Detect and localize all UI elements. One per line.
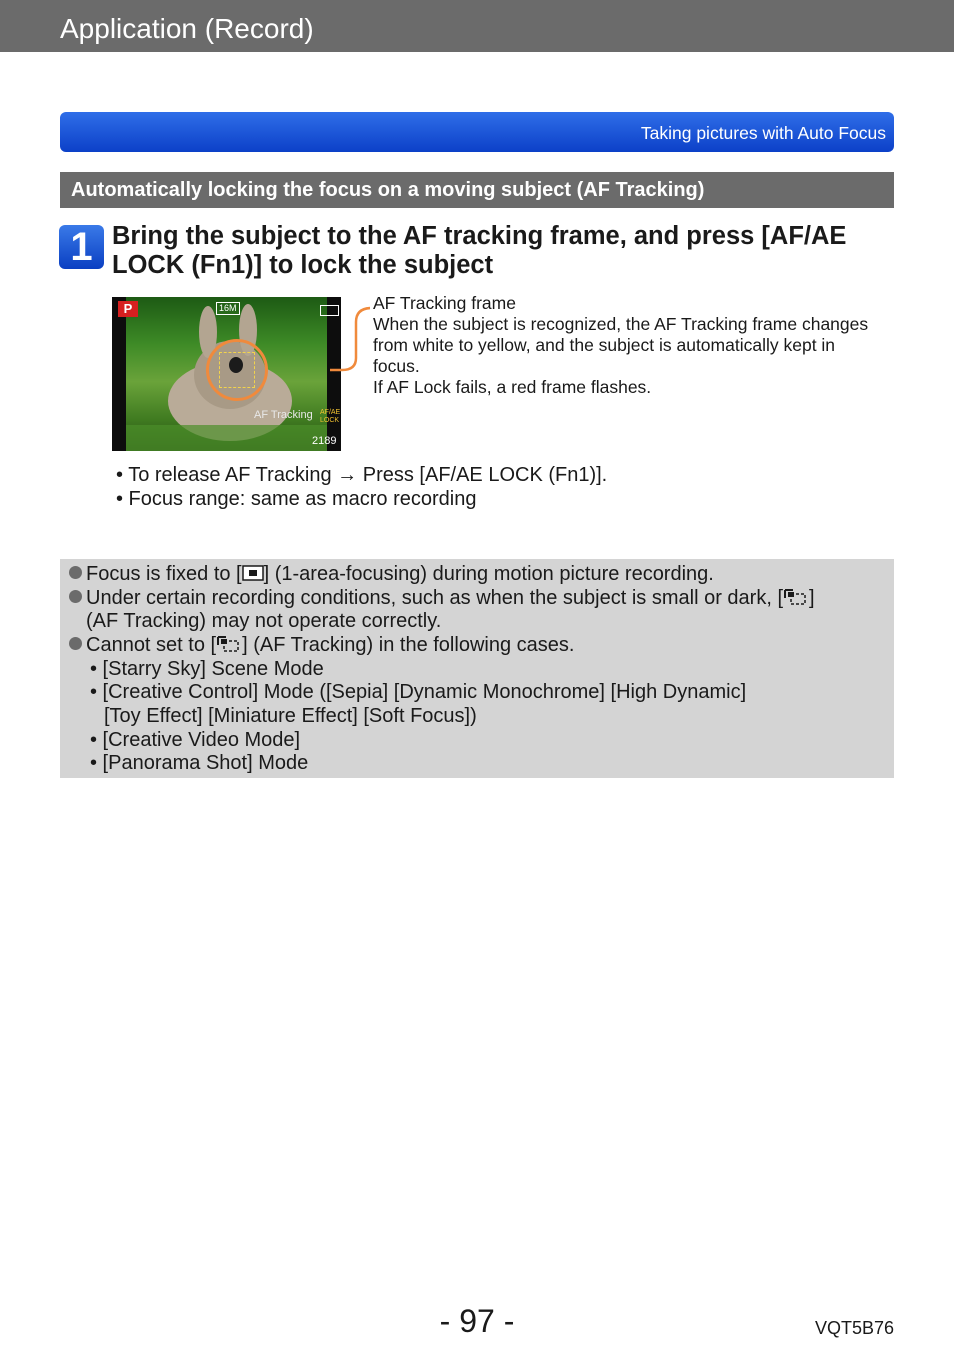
mode-icon: P — [118, 301, 138, 317]
af-tracking-icon — [783, 588, 809, 606]
bullet-dot-icon — [69, 590, 82, 603]
step-number-badge: 1 — [59, 225, 104, 269]
note-text: ] — [809, 587, 815, 609]
notes-box — [60, 559, 894, 778]
callout-line: If AF Lock fails, a red frame flashes. — [373, 377, 652, 397]
note-item — [69, 563, 714, 586]
topic-bar — [60, 112, 894, 152]
note-text: (AF Tracking) may not operate correctly. — [86, 610, 442, 632]
sub-item: • [Starry Sky] Scene Mode — [90, 658, 324, 680]
step-bullets — [116, 463, 607, 511]
sub-item: [Toy Effect] [Miniature Effect] [Soft Focus]) — [104, 705, 477, 727]
af-tracking-icon — [216, 635, 242, 653]
section-heading — [60, 172, 894, 208]
sub-item: • [Creative Control] Mode ([Sepia] [Dynamic Monochrome] [High Dynamic] — [90, 681, 747, 703]
one-area-focus-icon — [242, 565, 264, 581]
image-size-icon: 16M — [216, 302, 240, 315]
document-code: VQT5B76 — [814, 1318, 894, 1338]
picture-count: 2189 — [312, 435, 337, 447]
callout-line: from white to yellow, and the subject is automatically kept in — [373, 335, 836, 355]
af-tracking-screen-label: AF Tracking — [254, 409, 313, 421]
note-text: Under certain recording conditions, such as when the subject is small or dark, [ — [86, 587, 784, 609]
camera-screen-image — [112, 297, 341, 451]
note-item — [69, 587, 815, 610]
sub-item: • [Panorama Shot] Mode — [90, 752, 309, 774]
af-frame-callout — [373, 293, 898, 398]
callout-label: AF Tracking frame — [373, 293, 516, 313]
sub-item: • [Creative Video Mode] — [90, 729, 301, 751]
step-title: Bring the subject to the AF tracking frame, and press [AF/AE LOCK (Fn1)] to lock the subject — [112, 222, 847, 279]
page-number: - 97 - — [439, 1303, 515, 1339]
bullet-dot-icon — [69, 637, 82, 650]
note-item — [69, 634, 574, 657]
lock-label: LOCK — [320, 417, 340, 424]
note-text: ] (AF Tracking) in the following cases. — [242, 634, 575, 656]
note-text: Cannot set to [ — [86, 634, 217, 656]
header-bar — [0, 0, 954, 52]
callout-line: When the subject is recognized, the AF Tracking frame changes — [373, 314, 869, 334]
callout-line: focus. — [373, 356, 420, 376]
af-frame-inner — [219, 352, 255, 388]
note-text: ] (1-area-focusing) during motion picture recording. — [263, 563, 714, 585]
section-title: Automatically locking the focus on a moving subject (AF Tracking) — [71, 179, 705, 201]
af-ae-label: AF/AE — [320, 409, 341, 416]
bullet-dot-icon — [69, 566, 82, 579]
bullet-item: • To release AF Tracking → Press [AF/AE LOCK (Fn1)]. — [116, 464, 608, 486]
note-text: Focus is fixed to [ — [86, 563, 242, 585]
bullet-item: • Focus range: same as macro recording — [116, 488, 477, 510]
callout-connector — [330, 300, 370, 390]
header-title: Application (Record) — [60, 13, 314, 44]
topic-label[interactable]: Taking pictures with Auto Focus — [640, 123, 886, 143]
